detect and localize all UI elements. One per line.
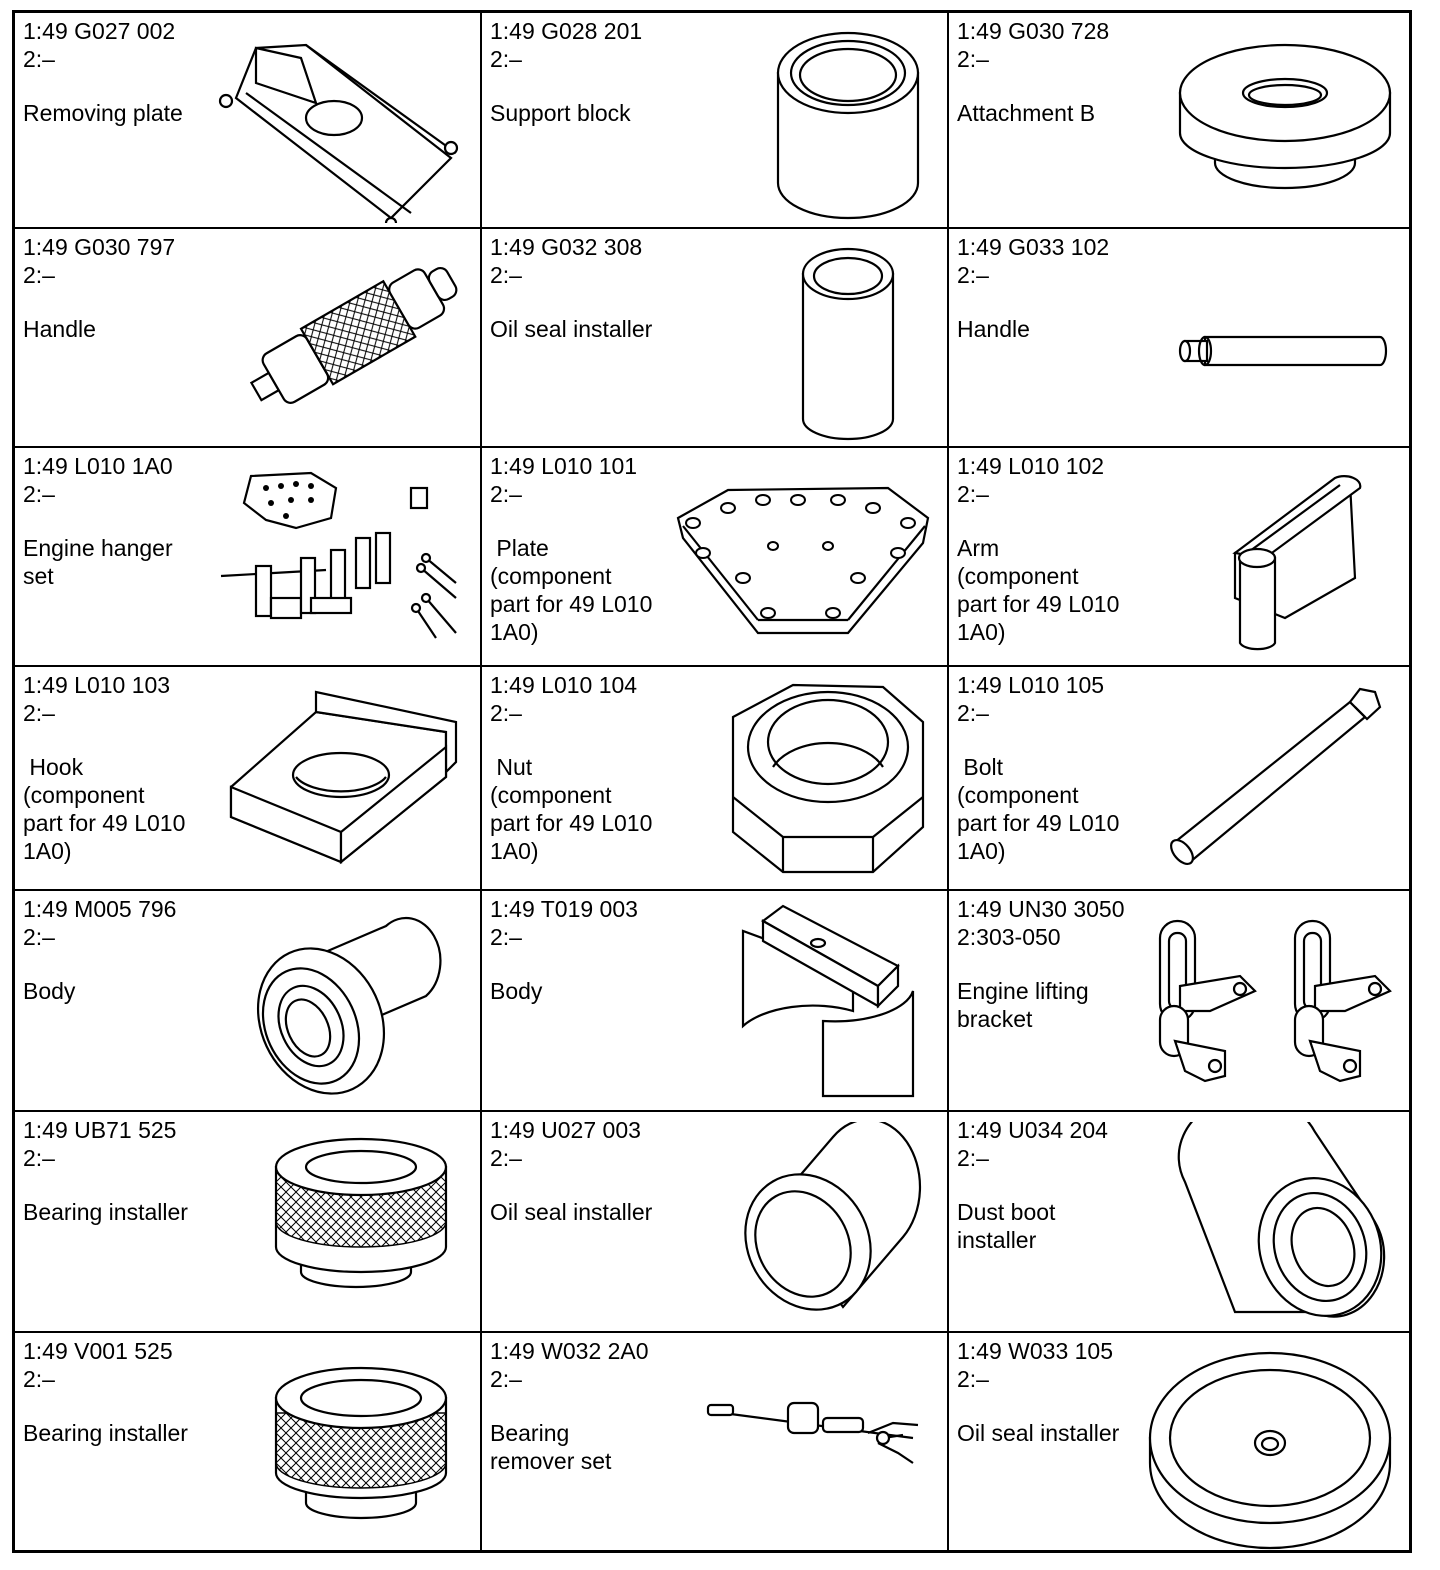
tool-ref: 2:– <box>23 262 55 288</box>
tool-description: Hook (component part for 49 L010 1A0) <box>23 754 186 864</box>
tool-code: 1:49 G030 797 <box>23 234 176 260</box>
hanger-arm-icon <box>1195 458 1395 663</box>
hanger-hook-icon <box>216 677 466 867</box>
tool-ref: 2:– <box>957 481 989 507</box>
lifting-bracket-icon <box>1145 901 1395 1101</box>
tool-cell <box>949 1333 1409 1550</box>
tool-code: 1:49 L010 103 <box>23 672 171 698</box>
tool-ref: 2:– <box>490 1366 522 1392</box>
bearing-remover-set-icon <box>703 1343 933 1543</box>
tool-description: Body <box>490 978 543 1004</box>
tool-ref: 2:– <box>957 1366 989 1392</box>
tool-code: 1:49 W033 105 <box>957 1338 1114 1364</box>
tool-code: 1:49 G032 308 <box>490 234 643 260</box>
tool-cell <box>15 891 482 1112</box>
tool-code: 1:49 G028 201 <box>490 18 643 44</box>
rod-handle-icon <box>1175 239 1395 439</box>
tool-code: 1:49 UB71 525 <box>23 1117 177 1143</box>
tool-ref: 2:– <box>957 1145 989 1171</box>
tool-ref: 2:– <box>23 700 55 726</box>
hanger-plate-icon <box>673 458 933 648</box>
tool-description: Oil seal installer <box>957 1420 1120 1446</box>
tool-description: Removing plate <box>23 100 183 126</box>
tool-ref: 2:– <box>23 46 55 72</box>
tool-description: Oil seal installer <box>490 316 653 342</box>
tool-cell <box>949 667 1409 891</box>
tool-ref: 2:– <box>490 700 522 726</box>
tool-description: Handle <box>23 316 96 342</box>
tool-description: Support block <box>490 100 631 126</box>
dust-boot-installer-icon <box>1165 1122 1395 1322</box>
tool-cell <box>949 229 1409 448</box>
removing-plate-icon <box>206 23 466 223</box>
tool-code: 1:49 T019 003 <box>490 896 638 922</box>
hex-nut-icon <box>713 677 933 877</box>
tool-description: Bearing installer <box>23 1420 188 1446</box>
tool-description: Attachment B <box>957 100 1096 126</box>
tool-description: Body <box>23 978 76 1004</box>
tool-description: Plate (component part for 49 L010 1A0) <box>490 535 653 645</box>
tool-ref: 2:303-050 <box>957 924 1061 950</box>
tool-description: Engine lifting bracket <box>957 978 1089 1032</box>
tool-cell <box>15 1333 482 1550</box>
special-tools-table <box>12 10 1412 1553</box>
tube-installer-icon <box>763 239 933 444</box>
tool-ref: 2:– <box>23 481 55 507</box>
tool-ref: 2:– <box>957 46 989 72</box>
tool-ref: 2:– <box>23 1366 55 1392</box>
bolt-icon <box>1155 677 1395 877</box>
tool-code: 1:49 L010 101 <box>490 453 638 479</box>
tool-cell <box>482 13 949 229</box>
tool-ref: 2:– <box>957 262 989 288</box>
attachment-b-icon <box>1175 23 1395 203</box>
tool-cell <box>482 1333 949 1550</box>
tool-cell <box>15 229 482 448</box>
tool-ref: 2:– <box>490 262 522 288</box>
bearing-installer-icon <box>256 1343 466 1543</box>
tool-code: 1:49 L010 102 <box>957 453 1105 479</box>
tool-code: 1:49 U034 204 <box>957 1117 1108 1143</box>
tool-description: Dust boot installer <box>957 1199 1056 1253</box>
flanged-body-icon <box>236 901 466 1101</box>
tool-cell <box>482 448 949 667</box>
tool-cell <box>482 891 949 1112</box>
cylinder-installer-icon <box>703 1122 933 1322</box>
tool-cell <box>949 891 1409 1112</box>
tool-cell <box>15 667 482 891</box>
tool-description: Bearing installer <box>23 1199 188 1225</box>
tool-description: Arm (component part for 49 L010 1A0) <box>957 535 1120 645</box>
tool-cell <box>949 448 1409 667</box>
tool-cell <box>482 667 949 891</box>
tool-code: 1:49 L010 1A0 <box>23 453 173 479</box>
tool-code: 1:49 U027 003 <box>490 1117 641 1143</box>
tool-code: 1:49 W032 2A0 <box>490 1338 649 1364</box>
tool-cell <box>482 229 949 448</box>
tool-ref: 2:– <box>23 1145 55 1171</box>
knurled-installer-icon <box>256 1122 466 1322</box>
tool-code: 1:49 G033 102 <box>957 234 1110 260</box>
tool-ref: 2:– <box>23 924 55 950</box>
bracket-body-icon <box>713 901 933 1101</box>
tool-ref: 2:– <box>957 700 989 726</box>
tool-description: Engine hanger set <box>23 535 173 589</box>
tool-code: 1:49 UN30 3050 <box>957 896 1125 922</box>
support-block-icon <box>763 23 933 223</box>
engine-hanger-set-icon <box>216 458 466 658</box>
tool-ref: 2:– <box>490 1145 522 1171</box>
tool-ref: 2:– <box>490 481 522 507</box>
tool-ref: 2:– <box>490 46 522 72</box>
tool-description: Handle <box>957 316 1030 342</box>
tool-code: 1:49 M005 796 <box>23 896 177 922</box>
knurled-handle-icon <box>236 239 466 429</box>
tool-cell <box>15 448 482 667</box>
tool-description: Bearing remover set <box>490 1420 612 1474</box>
tool-cell <box>482 1112 949 1333</box>
tool-code: 1:49 G030 728 <box>957 18 1110 44</box>
tool-description: Bolt (component part for 49 L010 1A0) <box>957 754 1120 864</box>
tool-cell <box>949 13 1409 229</box>
tool-code: 1:49 L010 105 <box>957 672 1105 698</box>
tool-description: Oil seal installer <box>490 1199 653 1225</box>
tool-cell <box>949 1112 1409 1333</box>
tool-code: 1:49 G027 002 <box>23 18 176 44</box>
tool-ref: 2:– <box>490 924 522 950</box>
tool-description: Nut (component part for 49 L010 1A0) <box>490 754 653 864</box>
disc-installer-icon <box>1145 1343 1395 1550</box>
tool-cell <box>15 13 482 229</box>
tool-cell <box>15 1112 482 1333</box>
tool-code: 1:49 L010 104 <box>490 672 638 698</box>
tool-code: 1:49 V001 525 <box>23 1338 173 1364</box>
